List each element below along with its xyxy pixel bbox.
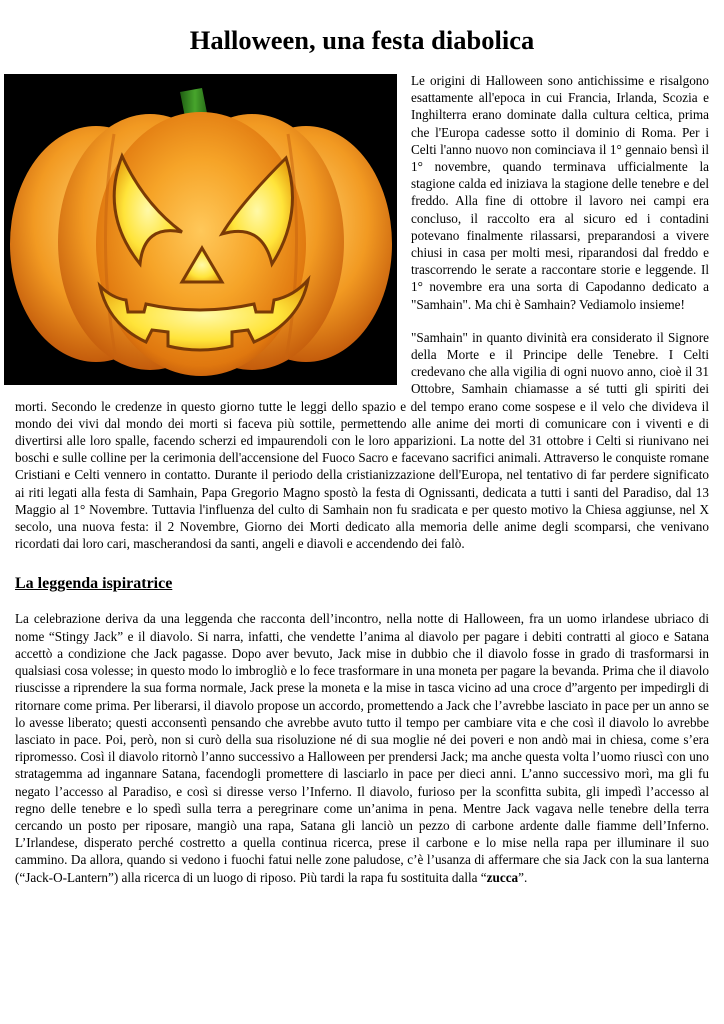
intro-paragraph-samhain: "Samhain" in quanto divinità era considerato il Signore della Morte e il Principe delle Tenebre. I Celti credevano che alla vigilia di ogni nuovo anno, cioè il 31 Ottobre, Samhain chiamasse a sé tutti gli spiriti dei morti. Secondo le credenze in questo giorno tutte le leggi dello spazio e del tempo erano come sospese e il velo che divideva il mondo dei vivi dal mondo dei morti si faceva più sottile, permettendo alle anime dei morti di comunicare con i viventi e di divertirsi alle loro spalle, facendo scherzi ed impaurendoli con le loro apparizioni. La notte del 31 ottobre i Celti si riunivano nei boschi e sulle colline per la cerimonia dell'accensione del Fuoco Sacro e facevano sacrifici animali. Attraverso le conquiste romane Cristiani e Celti vennero in contatto. Durante il periodo della cristianizzazione dell'Europa, nel tentativo di far perdere significato ai riti legati alla festa di Samhain, Papa Gregorio Magno spostò la festa di Ognissanti, dedicata a tutti i santi del Paradiso, dal 13 Maggio al 1° Novembre. Tuttavia l'influenza del culto di Samhain non fu sradicata e per questo motivo la Chiesa aggiunse, nel X secolo, una nuova festa: il 2 Novembre, Giorno dei Morti dedicato alla memoria delle anime degli scomparsi, che venivano ricordati dai loro cari, mascherandosi da santi, angeli e diavoli e accendendo dei falò. (15, 329, 709, 552)
legend-text: La celebrazione deriva da una leggenda che racconta dell’incontro, nella notte di Halloween, fra un uomo irlandese ubriaco di nome “Stingy Jack” e il diavolo. Si narra, infatti, che vendette l’anima al diavolo per pagare i debiti contratti al gioco e Satana accettò a condizione che Jack pagasse. Dopo aver bevuto, Jack mise in dubbio che il diavolo fosse in grado di trasformarsi in qualsiasi cosa volesse; in questo modo lo imbrogliò e lo fece trasformare in una moneta per pagare la bevanda. Prima che il diavolo riuscisse a riprendere la sua forma normale, Jack prese la moneta e la mise in tasca vicino ad una croce d”argento per impedirgli di ritornare come prima. Per liberarsi, il diavolo propose un accordo, promettendo a Jack che l’avrebbe lasciato in pace per un anno se lo avesse liberato; questi acconsentì pensando che avrebbe avuto tutto il tempo per cambiare vita e che così il diavolo lo avrebbe lasciato in pace. Poi, però, non si curò della sua risoluzione né di sua moglie né dei poveri e non andò mai in chiesa, come s’era ripromesso. Così il diavolo ritornò l’anno successivo a Halloween per prendersi Jack; ma anche questa volta l’uomo riuscì con uno stratagemma ad ingannare Satana, facendogli promettere di lasciarlo in pace per dieci anni. L’anno successivo morì, ma gli fu negato l’accesso al Paradiso, e così si diresse verso l’Inferno. Il diavolo, furioso per la sconfitta subita, gli impedì l’accesso al regno delle tenebre e lo spedì sulla terra a peregrinare come un’anima in pena. Mentre Jack vagava nelle tenebre della terra cercando un posto per riposare, mangiò una rapa, Satana gli lanciò un pezzo di carbone ardente dalle fiamme dell’Inferno. L’Irlandese, disperato perché costretto a quella continua ricerca, prese il carbone e lo mise nella rapa per illuminare il suo cammino. Da allora, quando si vedono i fuochi fatui nelle zone paludose, c’è l’usanza di affermare che sia Jack con la sua lanterna (“Jack-O-Lantern”) alla ricerca di un luogo di riposo. Più tardi la rapa fu sostituita dalla “ (15, 611, 709, 885)
jack-o-lantern-icon (4, 74, 397, 385)
legend-paragraph (15, 610, 709, 885)
section-heading: La leggenda ispiratrice (15, 575, 173, 593)
legend-emphasis: zucca (486, 869, 519, 885)
legend-end: ”. (518, 869, 528, 885)
intro-paragraph-origins: Le origini di Halloween sono antichissime e risalgono esattamente all'epoca in cui Francia, Irlanda, Scozia e Inghilterra erano dominate dalla cultura celtica, prima che l'Europa cadesse sotto il dominio di Roma. Per i Celti l'anno nuovo non cominciava il 1° gennaio bensì il 1° novembre, quando terminava ufficialmente la stagione calda ed iniziava la stagione delle tenebre e del freddo. Alla fine di ottobre il lavoro nei campi era concluso, il raccolto era al sicuro ed i contadini potevano finalmente rilassarsi, preparandosi a vivere chiusi in casa per molti mesi, riparandosi dal freddo e trascorrendo le serate a raccontare storie e leggende. Il 1° novembre era una sorta di Capodanno dedicato a "Samhain". Ma chi è Samhain? Vediamolo insieme! (411, 73, 709, 312)
page-title: Halloween, una festa diabolica (189, 25, 535, 55)
intro-section (15, 72, 709, 552)
jack-o-lantern-image (4, 74, 397, 385)
